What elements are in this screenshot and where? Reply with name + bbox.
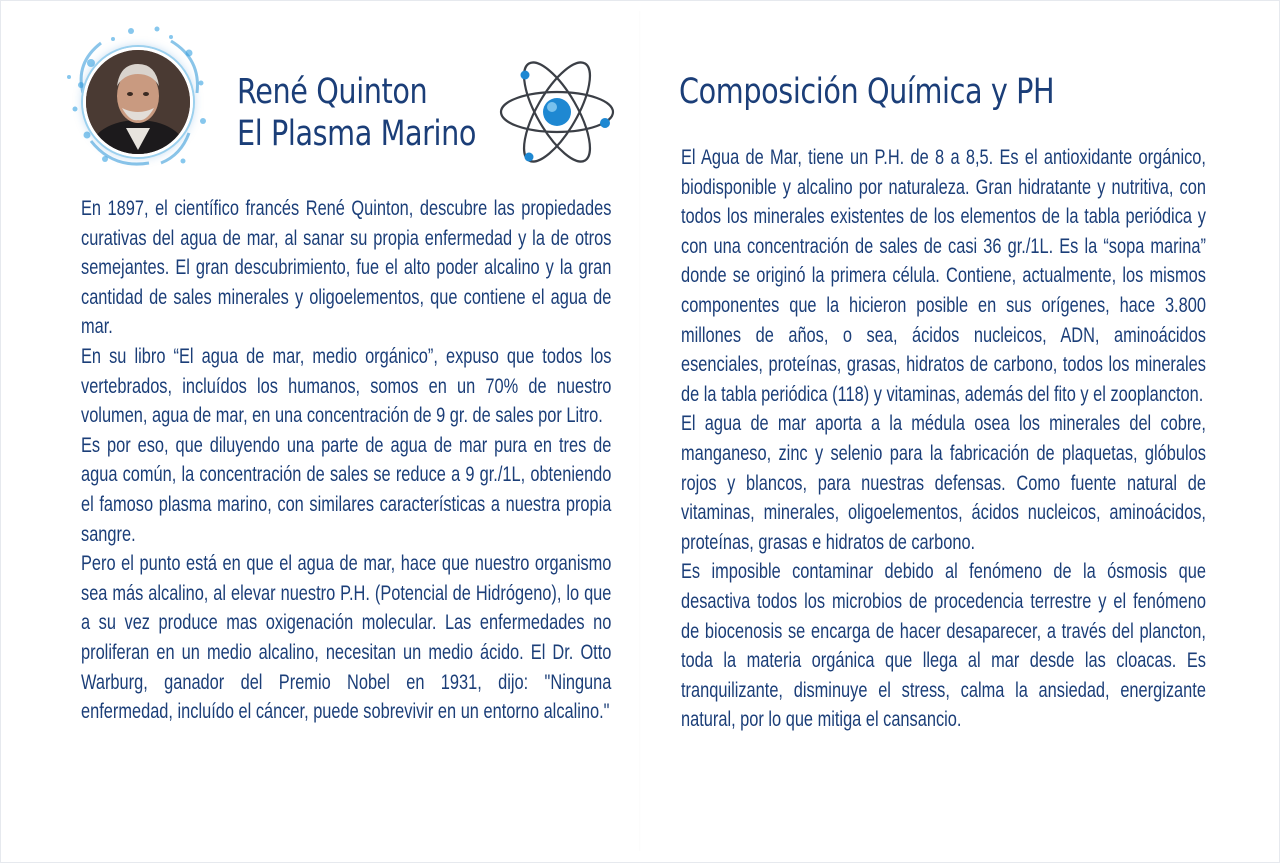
right-column <box>681 143 1206 735</box>
left-column <box>81 194 611 727</box>
right-title: Composición Química y PH <box>679 72 1055 112</box>
portrait-badge <box>61 23 211 173</box>
left-title <box>237 71 476 155</box>
left-paragraph: En su libro “El agua de mar, medio orgánico”, expuso que todos los vertebrados, incluídos los humanos, somos en un 70% de nuestro volumen, agua de mar, en una concentración de 9 gr. de sales por Litro. <box>81 344 612 428</box>
left-paragraph: Es por eso, que diluyendo una parte de agua de mar pura en tres de agua común, la concentración de sales se reduce a 9 gr./1L, obteniendo el famoso plasma marino, con similares características a nuestra propia sangre. <box>81 433 612 546</box>
left-paragraph: Pero el punto está en que el agua de mar, hace que nuestro organismo sea más alcalino, al elevar nuestro P.H. (Potencial de Hidrógeno), lo que a su vez produce mas oxigenación molecular. Las enfermedades no proliferan en un medio alcalino, necesitan un medio ácido. El Dr. Otto Warburg, ganador del Premio Nobel en 1931, dijo: "Ninguna enfermedad, incluído el cáncer, puede sobrevivir en un entorno alcalino." <box>81 552 612 724</box>
page-fold <box>639 11 641 851</box>
left-title-line2: El Plasma Marino <box>237 114 477 154</box>
right-paragraph: El Agua de Mar, tiene un P.H. de 8 a 8,5. Es el antioxidante orgánico, biodisponible y alcalino por naturaleza. Gran hidratante y nutritiva, con todos los minerales existentes de los elementos de la tabla periódica y con una concentración de sales de casi 36 gr./1L. Es la “sopa marina” donde se originó la primera célula. Contiene, actualmente, los mismos componentes que la hicieron posible en sus orígenes, hace 3.800 millones de años, o sea, ácidos nucleicos, ADN, aminoácidos esenciales, proteínas, grasas, hidratos de carbono, todos los minerales de la tabla periódica (118) y vitaminas, además del fito y el zooplancton. <box>681 146 1206 406</box>
portrait-photo <box>83 47 193 157</box>
left-title-line1: René Quinton <box>237 72 428 112</box>
right-paragraph: Es imposible contaminar debido al fenómeno de la ósmosis que desactiva todos los microbios de procedencia terrestre y el fenómeno de biocenosis se encarga de hacer desaparecer, a través del plancton, toda la materia orgánica que llega al mar desde las cloacas. Es tranquilizante, disminuye el stress, calma la ansiedad, energizante natural, por lo que mitiga el cansancio. <box>681 560 1206 732</box>
right-paragraph: El agua de mar aporta a la médula osea los minerales del cobre, manganeso, zinc y selenio para la fabricación de plaquetas, glóbulos rojos y blancos, para nuestras defensas. Como fuente natural de vitaminas, minerales, oligoelementos, ácidos nucleicos, aminoácidos, proteínas, grasas e hidratos de carbono. <box>681 412 1206 554</box>
atom-icon <box>497 57 617 167</box>
left-paragraph: En 1897, el científico francés René Quinton, descubre las propiedades curativas del agua de mar, al sanar su propia enfermedad y la de otros semejantes. El gran descubrimiento, fue el alto poder alcalino y la gran cantidad de sales minerales y oligoelementos, que contiene el agua de mar. <box>81 197 612 339</box>
